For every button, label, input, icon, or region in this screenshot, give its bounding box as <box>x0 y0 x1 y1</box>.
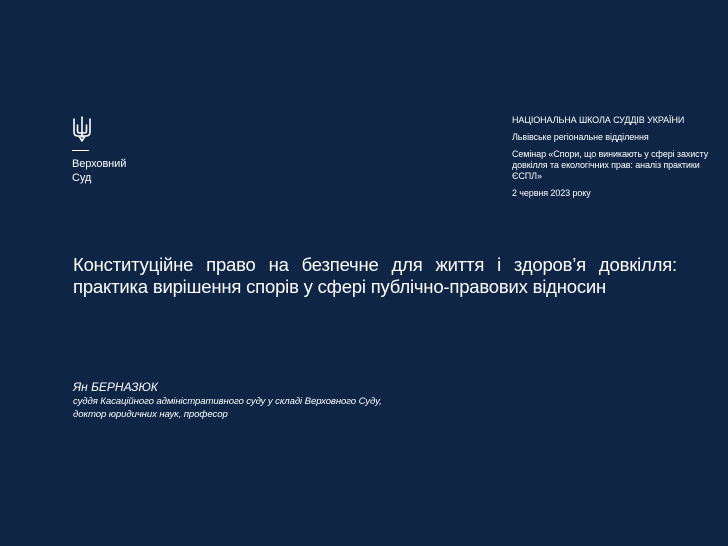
logo-line-1: Верховний <box>72 158 127 170</box>
speaker-role-line-1: суддя Касаційного адміністративного суду у складі Верховного Суду, <box>73 396 382 407</box>
logo-wordmark <box>72 157 152 185</box>
trident-icon <box>72 116 92 142</box>
presentation-title: Конституційне право на безпечне для життя і здоров’я довкілля: практика вирішення спорів у сфері публічно-правових відносин <box>73 254 677 297</box>
logo-line-2: Суд <box>72 172 92 184</box>
logo-divider <box>72 150 89 151</box>
speaker-name: Ян БЕРНАЗЮК <box>73 380 158 394</box>
speaker-block <box>73 380 433 421</box>
school-name: НАЦІОНАЛЬНА ШКОЛА СУДДІВ УКРАЇНИ <box>512 115 685 125</box>
supreme-court-logo <box>72 116 152 185</box>
speaker-role-line-2: доктор юридичних наук, професор <box>73 409 228 420</box>
event-info <box>512 115 712 199</box>
branch-name: Львівське регіональне відділення <box>512 132 649 142</box>
event-date: 2 червня 2023 року <box>512 188 591 198</box>
seminar-title: Семінар «Спори, що виникають у сфері захисту довкілля та екологічних прав: аналіз практики ЄСПЛ» <box>512 149 709 181</box>
